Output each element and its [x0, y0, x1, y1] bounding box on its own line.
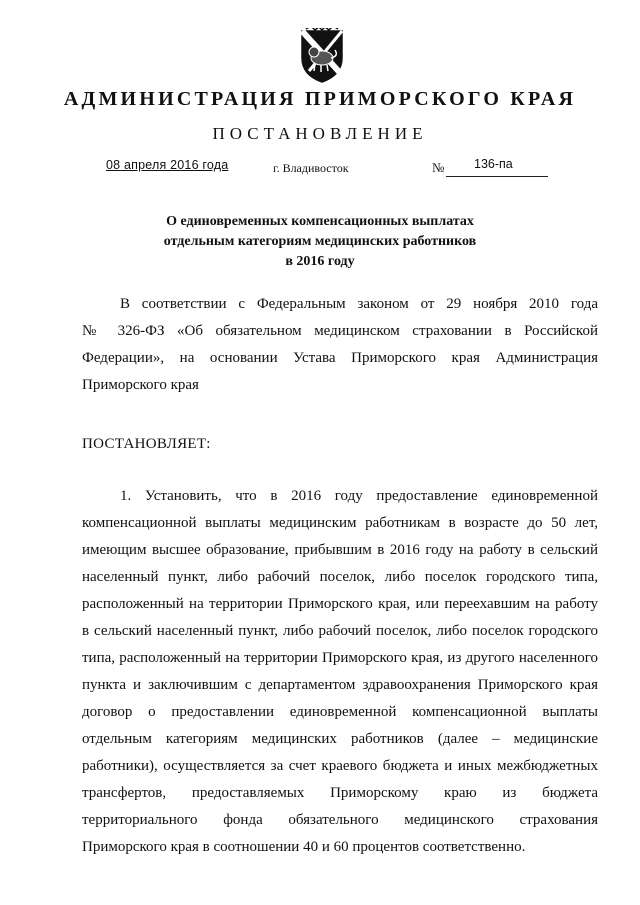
subject-line: в 2016 году [285, 254, 355, 269]
clause-line: территориального фонда обязательного медицинского страхования [82, 812, 598, 828]
clause-line: в сельский населенный пункт, либо рабочий поселок, либо поселок городского [82, 623, 598, 639]
preamble-line: Приморского края [82, 377, 199, 393]
clause-line: Приморского края в соотношении 40 и 60 процентов соответственно. [82, 839, 526, 855]
preamble-line: № 326-ФЗ «Об обязательном медицинском страховании в Российской [82, 323, 598, 339]
clause-line: населенный пункт, либо рабочий поселок, либо поселок городского типа, [82, 569, 598, 585]
document-number-label: № [432, 160, 445, 175]
resolves-heading: ПОСТАНОВЛЯЕТ: [82, 436, 211, 452]
clause-line: пункта и заключившим с департаментом здравоохранения Приморского края [82, 677, 598, 693]
clause-line: имеющим высшее образование, прибывшим в 2016 году на работу в сельский [82, 542, 598, 558]
document-subject [0, 212, 640, 272]
document-number-line [446, 176, 548, 177]
clause-line: 1. Установить, что в 2016 году предоставление единовременной [120, 488, 598, 504]
document-city: г. Владивосток [273, 161, 349, 175]
document-date: 08 апреля 2016 года [106, 158, 229, 172]
preamble-line: Федерации», на основании Устава Приморского края Администрация [82, 350, 598, 366]
clause-line: компенсационной выплаты медицинским работникам в возрасте до 50 лет, [82, 515, 598, 531]
subject-line: отдельным категориям медицинских работников [163, 234, 477, 249]
clause-line: договор о предоставлении единовременной компенсационной выплаты [82, 704, 598, 720]
subject-line: О единовременных компенсационных выплатах [166, 214, 474, 229]
preamble-line: В соответствии с Федеральным законом от 29 ноября 2010 года [120, 296, 598, 312]
clause-line: расположенный на территории Приморского края, или переехавшим на работу [82, 596, 598, 612]
coat-of-arms-icon [297, 28, 347, 84]
document-number: 136-па [474, 157, 513, 171]
clause-line: работники), осуществляется за счет краевого бюджета и иных межбюджетных [82, 758, 598, 774]
administration-title: АДМИНИСТРАЦИЯ ПРИМОРСКОГО КРАЯ [63, 88, 577, 110]
document-type: ПОСТАНОВЛЕНИЕ [212, 124, 428, 143]
clause-line: типа, расположенный на территории Приморского края, из другого населенного [82, 650, 598, 666]
clause-line: отдельным категориям медицинских работников (далее – медицинские [82, 731, 598, 747]
clause-line: трансфертов, предоставляемых Приморскому краю из бюджета [82, 785, 598, 801]
